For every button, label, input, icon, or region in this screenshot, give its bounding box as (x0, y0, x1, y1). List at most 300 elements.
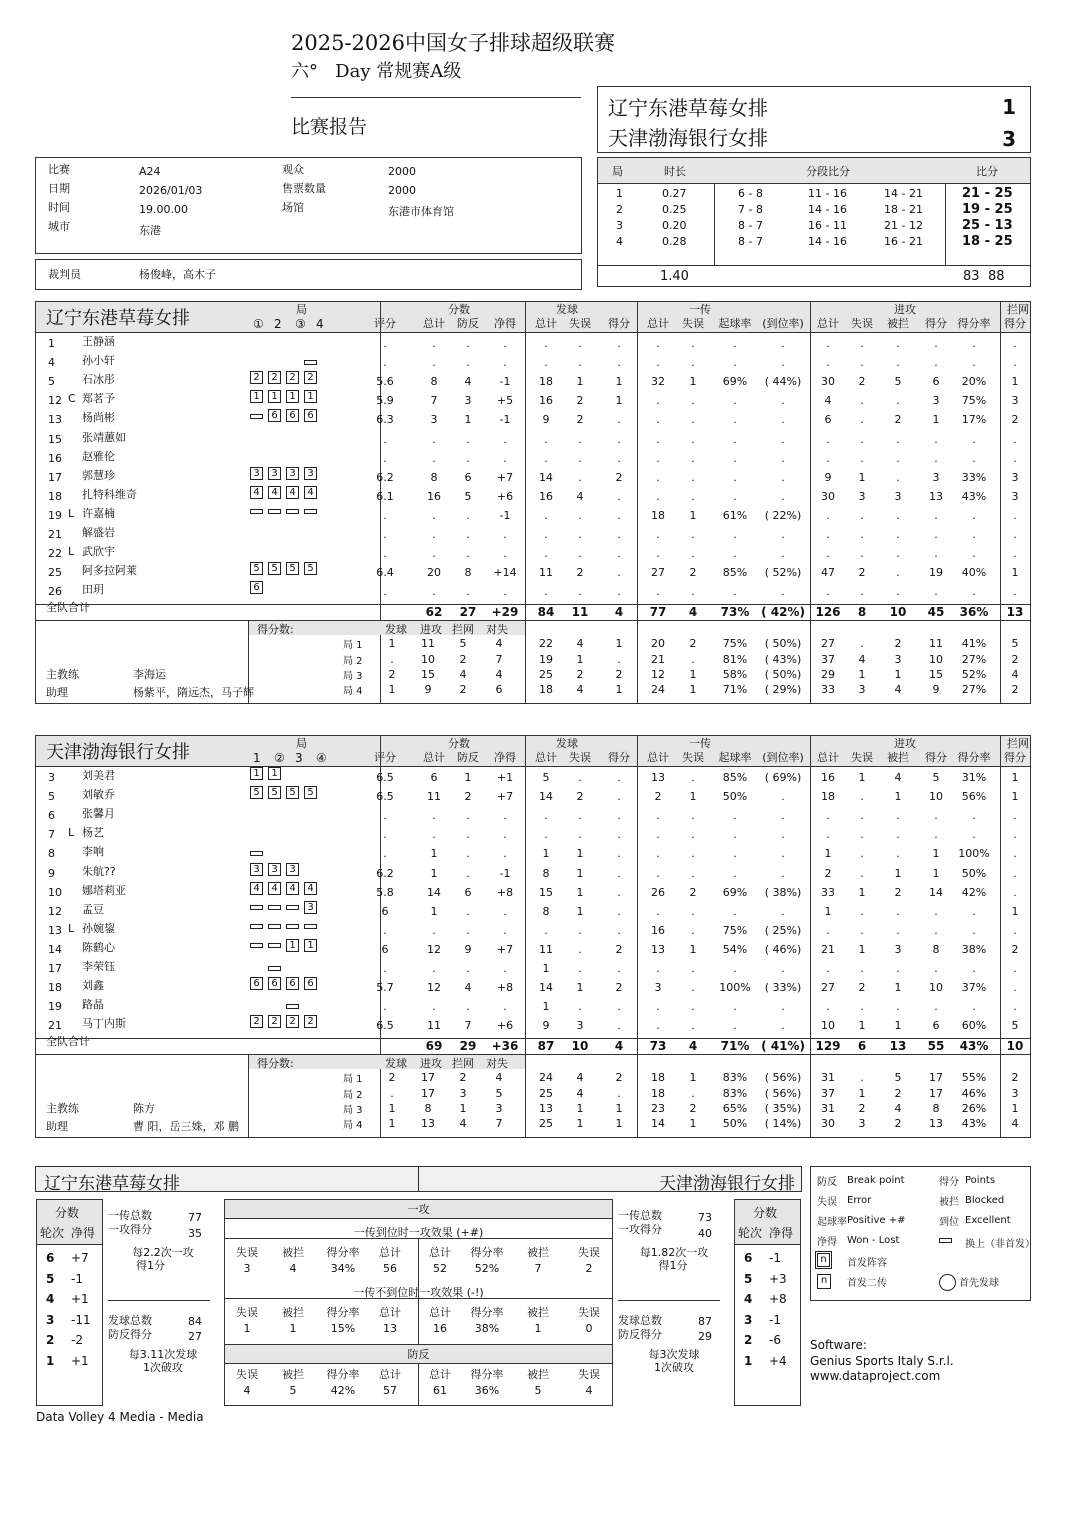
sets-table (597, 157, 1031, 287)
stat-wl: . (503, 547, 507, 561)
stat-rpos: . (733, 809, 737, 823)
set-stat-rpos: 58% (722, 667, 748, 681)
set-stat-ab: 1 (894, 667, 902, 681)
stat-sv: 16 (539, 394, 553, 408)
start-position: 2 (304, 1015, 317, 1028)
stat-rexc: . (781, 847, 785, 861)
stat-sv: 8 (542, 866, 550, 880)
set-mark: 4 (316, 317, 324, 331)
rotation-marks (250, 581, 322, 597)
bench-marker (250, 851, 263, 856)
stat-rt: . (656, 866, 660, 880)
stat-sp: . (617, 885, 621, 899)
bench-marker (268, 509, 281, 514)
set-stat-bk: 2 (1011, 652, 1019, 666)
stat-ap: . (934, 962, 938, 975)
stat-apct: 38% (961, 942, 987, 956)
total-ap: 45 (927, 605, 945, 620)
stat-sv: . (544, 809, 548, 823)
set-stat-apct: 55% (961, 1071, 987, 1085)
player-name: 刘美君 (82, 769, 115, 782)
total-rt: 73 (649, 1039, 667, 1054)
total-duration: 1.40 (660, 269, 689, 284)
stat-at: 30 (821, 489, 835, 503)
stat-ae: 3 (858, 489, 866, 503)
stat-at: . (826, 923, 830, 937)
info-label: 时间 (48, 201, 70, 214)
stat-st: 6 (430, 771, 438, 784)
eff-value: 56 (383, 1262, 397, 1275)
player-name: 杨尚彬 (82, 411, 115, 425)
stat-v: . (383, 847, 387, 861)
eff-value: 36% (474, 1384, 500, 1397)
set-stat-sp: 1 (615, 683, 623, 696)
stat-v: . (383, 528, 387, 541)
empty-slot (286, 767, 299, 780)
stat-v: . (383, 1000, 387, 1014)
empty-slot (268, 333, 281, 346)
bench-marker (250, 414, 263, 419)
stat-at: . (826, 451, 830, 465)
b-rec-note2: 得1分 (658, 1259, 688, 1272)
legend-term: 起球率 (817, 1217, 847, 1228)
stat-se: 1 (576, 866, 584, 880)
column-header: 得分 (1004, 751, 1026, 764)
stat-sp: 2 (615, 942, 623, 956)
start-position: 1 (304, 939, 317, 952)
stat-rexc: . (781, 451, 785, 465)
stat-se: 1 (576, 981, 584, 995)
total-rpos: 73% (720, 605, 750, 620)
rotation-net: -6 (769, 1333, 781, 1347)
eff-value: 38% (474, 1322, 500, 1335)
total-se: 11 (571, 605, 589, 620)
b-srv-note2: 1次破攻 (654, 1361, 694, 1374)
stat-at: 47 (821, 566, 835, 580)
total-ab: 13 (889, 1039, 907, 1054)
total-apct: 36% (959, 605, 989, 620)
attack-eff-title: 一攻 (407, 1203, 430, 1216)
b-srv-bp-label: 防反得分 (618, 1328, 662, 1341)
legend-term: 净得 (817, 1237, 837, 1248)
stat-rt: . (656, 1019, 660, 1033)
points-header-col: 对失 (486, 1057, 508, 1071)
start-position: 3 (250, 863, 263, 876)
set-partial-2: 14 - 16 (808, 235, 847, 248)
set-points: . (390, 652, 394, 666)
eff-col-header: 被拦 (282, 1246, 304, 1259)
set-stat-rt: 20 (651, 637, 665, 651)
rotation-marks (250, 505, 322, 518)
a-rec-note1: 每2.2次一攻 (132, 1246, 194, 1259)
empty-slot (268, 843, 281, 856)
eff-col-header: 失误 (236, 1368, 258, 1381)
stat-bk: . (1013, 809, 1017, 823)
start-position: 5 (286, 562, 299, 575)
start-position: 3 (250, 467, 263, 480)
stat-sv: 1 (542, 847, 550, 861)
stat-ae: . (860, 828, 864, 842)
start-position: 2 (250, 1015, 263, 1028)
info-label: 比赛 (48, 163, 70, 176)
total-sv: 87 (537, 1039, 555, 1054)
set-score: 25 - 13 (962, 218, 1013, 233)
player-number: 3 (48, 771, 55, 784)
stat-re: . (691, 451, 695, 465)
coach-label: 主教练 (46, 1102, 79, 1116)
column-group: 一传 (689, 303, 711, 316)
total-ae: 6 (857, 1039, 867, 1054)
stat-re: . (691, 962, 695, 975)
set-stat-apct: 46% (961, 1086, 987, 1100)
stat-se: . (578, 828, 582, 842)
start-position: 6 (304, 977, 317, 990)
eff-col-header: 得分率 (326, 1306, 360, 1319)
bench-marker (268, 943, 281, 948)
set-row-label: 局 1 (343, 1074, 363, 1086)
empty-slot (304, 805, 317, 818)
column-header: 评分 (374, 317, 396, 330)
stat-rpos: . (733, 356, 737, 370)
stat-apct: 42% (961, 885, 987, 899)
team-b-name: 天津渤海银行女排 (608, 126, 768, 150)
player-name: 朱航?? (82, 864, 116, 878)
stat-ab: . (896, 585, 900, 599)
stat-ap: 10 (929, 790, 943, 804)
stat-re: . (691, 771, 695, 784)
stat-bp: . (466, 1000, 470, 1014)
stat-rpos: 75% (722, 923, 748, 937)
empty-slot (304, 524, 317, 537)
stat-sv: . (544, 923, 548, 937)
total-points-b: 88 (988, 269, 1005, 284)
stat-bk: . (1013, 508, 1017, 522)
stat-at: 21 (821, 942, 835, 956)
start-position: 3 (268, 863, 281, 876)
column-header: (到位率) (762, 317, 804, 330)
stat-ab: 4 (894, 771, 902, 784)
stat-rpos: . (733, 413, 737, 427)
rotation-b-sub2: 净得 (769, 1226, 794, 1240)
stat-se: . (578, 508, 582, 522)
legend-term: 到位 (939, 1217, 959, 1228)
stat-ae: 1 (858, 1019, 866, 1033)
empty-slot (304, 958, 317, 971)
stat-bp: . (466, 923, 470, 937)
empty-slot (304, 824, 317, 837)
rotation-marks (250, 429, 322, 445)
rotation-number: 1 (744, 1353, 753, 1368)
column-header: 得分 (608, 751, 630, 764)
stat-apct: . (972, 508, 976, 522)
info-value: A24 (139, 165, 161, 178)
empty-slot (268, 448, 281, 461)
set-partial-3: 21 - 12 (884, 219, 923, 232)
legend-term: 失误 (817, 1197, 837, 1208)
stat-ap: 1 (932, 413, 940, 427)
stat-ae: . (860, 585, 864, 599)
column-header: 起球率 (718, 317, 752, 330)
player-name: 武欣宇 (82, 545, 115, 559)
set-points: 1 (388, 683, 396, 696)
set-partial-3: 16 - 21 (884, 235, 923, 248)
stat-apct: . (972, 809, 976, 823)
rotation-marks (250, 486, 322, 499)
set-stat-re: . (691, 1086, 695, 1100)
set-stat-rt: 18 (651, 1086, 665, 1100)
stat-se: . (578, 809, 582, 823)
set-stat-re: 2 (689, 1101, 697, 1115)
stat-apct: . (972, 451, 976, 465)
stat-sv: 11 (539, 942, 553, 956)
stat-bk: 2 (1011, 413, 1019, 427)
team-a-efficiency (108, 1207, 218, 1397)
stat-ap: 5 (932, 771, 940, 784)
start-position: 5 (250, 562, 263, 575)
set-score: 19 - 25 (962, 202, 1013, 217)
stat-bk: . (1013, 585, 1017, 599)
eff-col-header: 被拦 (282, 1368, 304, 1381)
stat-sp: . (617, 962, 621, 975)
empty-slot (304, 429, 317, 442)
stat-ab: 1 (894, 981, 902, 995)
stat-sp: . (617, 923, 621, 937)
stat-rexc: . (781, 413, 785, 427)
stat-apct: . (972, 828, 976, 842)
start-position: 5 (250, 786, 263, 799)
set-points: 4 (495, 637, 503, 651)
eff-value: 0 (585, 1322, 593, 1335)
stat-ab: . (896, 394, 900, 408)
rotation-marks (250, 939, 322, 952)
a-rec-total: 77 (188, 1211, 202, 1224)
stat-sv: . (544, 356, 548, 370)
stat-ab: . (896, 451, 900, 465)
column-header: 评分 (374, 751, 396, 764)
empty-slot (268, 996, 281, 1009)
stat-rpos: . (733, 962, 737, 975)
stat-v: 6.3 (376, 413, 394, 427)
player-number: 5 (48, 375, 55, 389)
b-srv-total: 87 (698, 1315, 712, 1328)
empty-slot (250, 524, 263, 537)
stat-at: . (826, 962, 830, 975)
start-position: 4 (286, 882, 299, 895)
empty-slot (250, 996, 263, 1009)
stat-st: 7 (430, 394, 438, 408)
stat-ab: . (896, 337, 900, 350)
stat-rpos: . (733, 828, 737, 842)
stat-sv: 16 (539, 489, 553, 503)
empty-slot (268, 429, 281, 442)
stat-ae: 1 (858, 942, 866, 956)
empty-slot (286, 448, 299, 461)
counter-eff-title: 防反 (407, 1348, 430, 1361)
player-number: 16 (48, 451, 62, 465)
rotation-marks (250, 805, 322, 821)
stat-rexc: . (781, 904, 785, 918)
rotation-a-box (36, 1199, 103, 1406)
set-stat-re: 1 (689, 1117, 697, 1130)
set-stat-ae: 1 (858, 667, 866, 681)
stat-rexc: . (781, 356, 785, 370)
set-stat-sp: 1 (615, 1101, 623, 1115)
eff-col-header: 被拦 (527, 1246, 549, 1259)
first-serve-icon (939, 1274, 956, 1291)
stat-bp: 9 (464, 942, 472, 956)
stat-ab: 3 (894, 489, 902, 503)
stat-re: . (691, 356, 695, 370)
empty-slot (304, 843, 317, 856)
set-mark: 1 (253, 751, 261, 765)
stat-apct: . (972, 547, 976, 561)
start-position: 6 (286, 977, 299, 990)
stat-re: . (691, 923, 695, 937)
bench-marker (304, 509, 317, 514)
set-stat-sv: 13 (539, 1101, 553, 1115)
stat-re: . (691, 547, 695, 561)
stat-v: . (383, 923, 387, 937)
set-stat-sp: 1 (615, 1117, 623, 1130)
stat-bk: 1 (1011, 375, 1019, 389)
stat-bk: . (1013, 528, 1017, 541)
stat-rpos: . (733, 470, 737, 484)
stat-at: . (826, 828, 830, 842)
set-stat-se: 4 (576, 1071, 584, 1085)
set-stat-rpos: 65% (722, 1101, 748, 1115)
rotation-marks (250, 390, 322, 403)
stat-ae: 2 (858, 566, 866, 580)
set-points: 2 (459, 1071, 467, 1085)
stat-at: 9 (824, 470, 832, 484)
set-points: 4 (459, 1117, 467, 1130)
rotation-marks (250, 958, 322, 974)
stat-ab: . (896, 904, 900, 918)
set-stat-rt: 23 (651, 1101, 665, 1115)
stat-rt: . (656, 528, 660, 541)
col-set-label: 局 (296, 737, 307, 750)
bench-marker (304, 924, 317, 929)
divider (36, 620, 1030, 621)
stat-re: 2 (689, 885, 697, 899)
team-name: 天津渤海银行女排 (46, 742, 190, 763)
stat-bk: . (1013, 547, 1017, 561)
column-header: 得分 (608, 317, 630, 330)
stat-ap: . (934, 923, 938, 937)
set-row-label: 局 1 (343, 640, 363, 652)
stat-sv: 14 (539, 790, 553, 804)
stat-rpos: 69% (722, 885, 748, 899)
stat-bp: 4 (464, 375, 472, 389)
stat-rexc: . (781, 470, 785, 484)
eff-col-header: 失误 (236, 1246, 258, 1259)
stat-rt: 13 (651, 771, 665, 784)
set-duration: 0.25 (662, 203, 687, 216)
stat-v: 6 (381, 942, 389, 956)
set-stat-apct: 27% (961, 652, 987, 666)
player-number: 22 (48, 547, 62, 561)
software-url[interactable]: www.dataproject.com (810, 1369, 941, 1383)
start-position: 4 (304, 882, 317, 895)
report-label: 比赛报告 (291, 116, 368, 138)
stat-sv: 15 (539, 885, 553, 899)
stat-ap: . (934, 432, 938, 446)
stat-rt: . (656, 489, 660, 503)
set-points: 13 (421, 1117, 435, 1130)
empty-slot (286, 958, 299, 971)
stat-se: 4 (576, 489, 584, 503)
stat-wl: +8 (496, 885, 514, 899)
stat-se: . (578, 923, 582, 937)
stat-se: . (578, 1000, 582, 1014)
stat-bp: 4 (464, 981, 472, 995)
set-stat-rt: 21 (651, 652, 665, 666)
eff-value: 7 (534, 1262, 542, 1275)
set-row-label: 局 3 (343, 1104, 363, 1116)
stat-ab: 3 (894, 942, 902, 956)
stat-rpos: 61% (722, 508, 748, 522)
set-points: 4 (495, 667, 503, 681)
stat-apct: . (972, 585, 976, 599)
set-stat-rexc: ( 35%) (764, 1101, 802, 1115)
empty-slot (250, 543, 263, 556)
stat-rt: . (656, 585, 660, 599)
stat-rexc: . (781, 337, 785, 350)
stat-v: . (383, 337, 387, 350)
set-stat-ab: 4 (894, 1101, 902, 1115)
total-at: 129 (815, 1039, 841, 1054)
set-stat-sv: 24 (539, 1071, 553, 1085)
set-stat-ae: . (860, 637, 864, 651)
stat-rexc: ( 44%) (764, 375, 802, 389)
set-stat-se: 1 (576, 1117, 584, 1130)
player-name: 刘鑫 (82, 979, 104, 993)
info-label: 场馆 (282, 201, 304, 214)
stat-ae: . (860, 847, 864, 861)
stat-ae: . (860, 356, 864, 370)
stat-ab: . (896, 547, 900, 561)
player-name: 解盛岩 (82, 526, 115, 539)
stat-sp: . (617, 1019, 621, 1033)
stat-st: . (432, 809, 436, 823)
points-header-col: 发球 (385, 623, 407, 637)
eff-value: 52% (474, 1262, 500, 1275)
stat-bk: . (1013, 981, 1017, 995)
rotation-net: -2 (71, 1333, 83, 1347)
software-label: Software: (810, 1338, 867, 1352)
start-position: 2 (250, 371, 263, 384)
stat-bp: . (466, 547, 470, 561)
set-stat-sv: 19 (539, 652, 553, 666)
player-number: 14 (48, 942, 62, 956)
stat-st: . (432, 585, 436, 599)
stat-rpos: . (733, 904, 737, 918)
eff-col-header: 总计 (379, 1368, 401, 1381)
stat-rpos: . (733, 1000, 737, 1014)
stat-ae: 2 (858, 981, 866, 995)
bench-marker (286, 905, 299, 910)
legend-meaning: Positive +# (847, 1215, 906, 1226)
stat-sv: 5 (542, 771, 550, 784)
divider (291, 97, 581, 98)
total-bp: 29 (459, 1039, 477, 1054)
stat-wl: +6 (496, 489, 514, 503)
a-srv-total-label: 发球总数 (108, 1314, 152, 1327)
bench-marker (250, 905, 263, 910)
total-re: 4 (688, 605, 698, 620)
legend-meaning: Points (965, 1175, 996, 1186)
total-rt: 77 (649, 605, 667, 620)
